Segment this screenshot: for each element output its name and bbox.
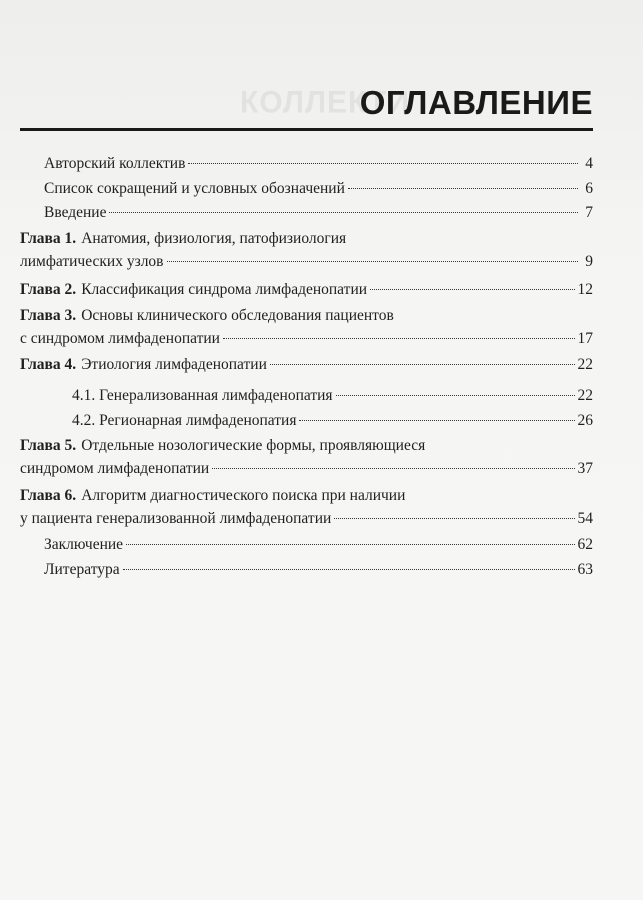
toc-page-number: 63 xyxy=(577,561,593,578)
toc-entry-title: Список сокращений и условных обозначений xyxy=(44,180,345,197)
toc-entry-line xyxy=(44,533,593,556)
chapter-number: Глава 3. xyxy=(20,307,77,324)
toc-entry-line xyxy=(20,304,593,327)
toc-entry-title-cont: у пациента генерализованной лимфаденопатии xyxy=(20,510,332,527)
toc-entry-section-4-2[interactable] xyxy=(20,409,593,432)
toc-page-number: 12 xyxy=(577,281,593,298)
toc-page-number: 6 xyxy=(585,180,593,197)
toc-entry-references[interactable] xyxy=(20,558,593,581)
toc-page-number: 54 xyxy=(577,510,593,527)
chapter-number: Глава 5. xyxy=(20,437,77,454)
toc-entry-line xyxy=(20,278,593,301)
toc-page-number: 4 xyxy=(585,155,593,172)
dot-leader xyxy=(167,261,579,262)
title-underline xyxy=(20,128,593,131)
dot-leader xyxy=(109,212,578,213)
toc-entry-line xyxy=(20,250,593,273)
toc-entry-title-cont: лимфатических узлов xyxy=(20,253,164,270)
toc-entry-line xyxy=(20,353,593,376)
toc-entry-line xyxy=(20,327,593,350)
toc-entry-authors[interactable] xyxy=(20,152,593,175)
chapter-number: Глава 6. xyxy=(20,487,77,504)
toc-entry-conclusion[interactable] xyxy=(20,533,593,556)
page-title: ОГЛАВЛЕНИЕ xyxy=(359,84,593,121)
toc-entry-title: Основы клинического обследования пациентов xyxy=(81,307,394,324)
toc-entry-title: Отдельные нозологические формы, проявляющиеся xyxy=(81,437,426,454)
toc-entry-title: Алгоритм диагностического поиска при наличии xyxy=(81,487,406,504)
toc-page-number: 22 xyxy=(577,387,593,404)
toc-entry-line xyxy=(20,457,593,480)
toc-page-number: 7 xyxy=(585,204,593,221)
toc-entry-line xyxy=(44,201,593,224)
toc-entry-line xyxy=(20,507,593,530)
bleed-through-text: КОЛЛЕКТИ xyxy=(240,85,410,120)
toc-entry-section-4-1[interactable] xyxy=(20,384,593,407)
toc-entry-chapter-5[interactable] xyxy=(20,434,593,480)
dot-leader xyxy=(299,420,574,421)
toc-entry-title: Этиология лимфаденопатии xyxy=(81,356,267,373)
toc-page-number: 62 xyxy=(577,536,593,553)
toc-entry-chapter-6[interactable] xyxy=(20,484,593,530)
toc-page-number: 22 xyxy=(577,356,593,373)
toc-entry-title: 4.1. Генерализованная лимфаденопатия xyxy=(72,387,333,404)
dot-leader xyxy=(336,395,575,396)
dot-leader xyxy=(334,518,574,519)
toc-entry-chapter-1[interactable] xyxy=(20,227,593,273)
chapter-number: Глава 1. xyxy=(20,230,77,247)
toc-entry-title: Введение xyxy=(44,204,107,221)
toc-entry-abbreviations[interactable] xyxy=(20,177,593,200)
toc-entry-title: Классификация синдрома лимфаденопатии xyxy=(81,281,368,298)
toc-entry-chapter-2[interactable] xyxy=(20,278,593,301)
dot-leader xyxy=(270,364,575,365)
toc-page-number: 26 xyxy=(577,412,593,429)
toc-entry-line xyxy=(20,484,593,507)
toc-entry-title: Заключение xyxy=(44,536,124,553)
dot-leader xyxy=(348,188,578,189)
toc-entry-line xyxy=(44,152,593,175)
dot-leader xyxy=(223,338,575,339)
dot-leader xyxy=(370,289,574,290)
toc-page-number: 17 xyxy=(577,330,593,347)
toc-entry-line xyxy=(20,227,593,250)
toc-entry-title: 4.2. Регионарная лимфаденопатия xyxy=(72,412,297,429)
toc-page-number: 9 xyxy=(585,253,593,270)
toc-page-number: 37 xyxy=(577,460,593,477)
toc-entry-line xyxy=(72,384,593,407)
toc-entry-line xyxy=(44,177,593,200)
dot-leader xyxy=(123,569,575,570)
toc-entry-title: Авторский коллектив xyxy=(44,155,186,172)
toc-entry-title-cont: с синдромом лимфаденопатии xyxy=(20,330,220,347)
toc-entry-chapter-3[interactable] xyxy=(20,304,593,350)
toc-entry-line xyxy=(20,434,593,457)
toc-entry-line xyxy=(72,409,593,432)
toc-entry-chapter-4[interactable] xyxy=(20,353,593,376)
toc-entry-title: Анатомия, физиология, патофизиология xyxy=(81,230,347,247)
dot-leader xyxy=(188,163,578,164)
dot-leader xyxy=(212,468,574,469)
toc-entry-title: Литература xyxy=(44,561,120,578)
toc-entry-title-cont: синдромом лимфаденопатии xyxy=(20,460,210,477)
dot-leader xyxy=(126,544,574,545)
toc-entry-line xyxy=(44,558,593,581)
chapter-number: Глава 2. xyxy=(20,281,77,298)
toc-entry-introduction[interactable] xyxy=(20,201,593,224)
chapter-number: Глава 4. xyxy=(20,356,77,373)
